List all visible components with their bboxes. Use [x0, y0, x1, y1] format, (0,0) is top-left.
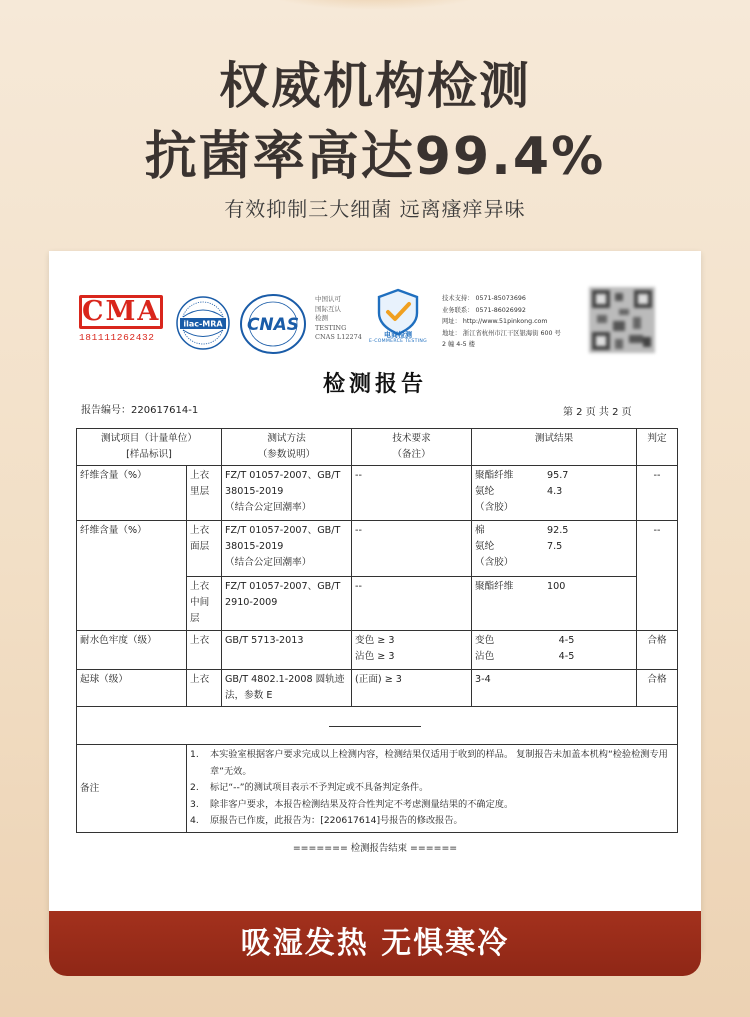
- table-row: [77, 466, 678, 521]
- requirement-line: 变色 ≥ 3: [355, 635, 395, 646]
- header-judgement: 判定: [637, 429, 678, 466]
- cell-result: [472, 577, 637, 631]
- result-key: 棉: [475, 525, 485, 536]
- result-key: 变色: [475, 635, 495, 646]
- remark-number: 2.: [190, 782, 199, 793]
- results-table: [76, 428, 678, 833]
- headline-line2: 抗菌率高达99.4%: [144, 127, 606, 187]
- cnas-info-line: CNAS L12274: [315, 333, 362, 342]
- cell-method: GB/T 4802.1-2008 圆轨迹法，参数 E: [222, 670, 352, 707]
- header-method: [222, 429, 352, 466]
- separator-line: [329, 726, 421, 727]
- cell-method: [222, 521, 352, 577]
- remark-text: 本实验室根据客户要求完成以上检测内容，检测结果仅适用于收到的样品。 复制报告未加盖本机构“检验检测专用章”无效。: [210, 749, 668, 777]
- remark-text: 原报告已作废，此报告为：[220617614]号报告的修改报告。: [210, 815, 463, 826]
- cnas-logo-icon: [239, 293, 307, 355]
- cell-method: GB/T 5713-2013: [222, 631, 352, 670]
- cnas-info-line: 检测: [315, 314, 328, 323]
- method-note: （结合公定回潮率）: [225, 557, 312, 568]
- remarks-row: [77, 745, 678, 833]
- table-row: [77, 670, 678, 707]
- result-key: 氨纶: [475, 486, 495, 497]
- cell-requirement: [352, 631, 472, 670]
- header-item-sub: [样品标识]: [126, 449, 172, 460]
- cma-logo: [79, 295, 167, 343]
- result-key: 氨纶: [475, 541, 495, 552]
- result-value: 4-5: [558, 635, 575, 646]
- cell-requirement: (正面) ≥ 3: [352, 670, 472, 707]
- requirement-line: 沾色 ≥ 3: [355, 651, 395, 662]
- contact-line: 2 幢 4-5 楼: [442, 341, 475, 348]
- cell-judgement: 合格: [637, 670, 678, 707]
- cell-judgement: --: [637, 466, 678, 521]
- header-requirement-sub: （备注）: [392, 449, 431, 460]
- top-decoration: [260, 0, 490, 10]
- result-key: 聚酯纤维: [475, 470, 514, 481]
- report-number: 报告编号：220617614-1: [81, 405, 199, 416]
- cell-judgement: 合格: [637, 631, 678, 670]
- bottom-banner: [49, 911, 701, 976]
- cell-method: FZ/T 01057-2007、GB/T 2910-2009: [222, 577, 352, 631]
- cell-result: [472, 521, 637, 577]
- contact-info: [442, 293, 561, 351]
- remark-number: 1.: [190, 749, 199, 760]
- result-value: 100: [547, 581, 566, 592]
- contact-line: 网址： http://www.51pinkong.com: [442, 318, 548, 325]
- header-method-sub: （参数说明）: [257, 449, 316, 460]
- cell-part: 上衣面层: [187, 521, 222, 577]
- remarks-label: 备注: [77, 745, 187, 833]
- headline-subtitle: 有效抑制三大细菌 远离瘙痒异味: [224, 197, 526, 221]
- headline-line1: 权威机构检测: [219, 57, 531, 115]
- cell-item: 纤维含量（%）: [77, 521, 187, 631]
- result-value: 95.7: [547, 470, 569, 481]
- cnas-info-line: TESTING: [315, 323, 347, 332]
- cell-part: 上衣中间层: [187, 577, 222, 631]
- qr-code-icon: [589, 287, 655, 353]
- contact-line: 地址： 浙江省杭州市江干区银海街 600 号: [442, 329, 561, 337]
- ilac-logo-text: ilac-MRA: [183, 319, 223, 329]
- cell-requirement: --: [352, 466, 472, 521]
- cell-result: [472, 631, 637, 670]
- header-requirement: [352, 429, 472, 466]
- remark-number: 4.: [190, 815, 199, 826]
- cnas-logo-text: CNAS: [246, 315, 300, 335]
- cma-logo-mark: CMA: [79, 295, 163, 329]
- header-result: 测试结果: [472, 429, 637, 466]
- cnas-info: [315, 295, 362, 343]
- testing-logo-cn: 电商检测: [384, 331, 412, 339]
- cell-judgement: --: [637, 521, 678, 631]
- contact-line: 业务联系： 0571-86026992: [442, 306, 526, 314]
- remark-text: 除非客户要求，本报告检测结果及符合性判定不考虑测量结果的不确定度。: [210, 798, 514, 810]
- contact-line: 技术支持： 0571-85073696: [442, 295, 526, 302]
- method-text: FZ/T 01057-2007、GB/T 38015-2019: [225, 525, 341, 552]
- cell-item: 耐水色牢度（级）: [77, 631, 187, 670]
- cell-part: 上衣: [187, 631, 222, 670]
- cell-requirement: --: [352, 577, 472, 631]
- result-value: 4-5: [558, 651, 575, 662]
- banner-text: 吸湿发热 无惧寒冷: [240, 926, 510, 961]
- page-info: 第 2 页 共 2 页: [563, 407, 632, 418]
- cnas-info-line: 国际互认: [315, 304, 341, 313]
- table-header-row: [77, 429, 678, 466]
- method-text: FZ/T 01057-2007、GB/T 38015-2019: [225, 470, 341, 497]
- ilac-mra-logo-icon: [175, 295, 231, 351]
- cell-result: [472, 466, 637, 521]
- cell-part: 上衣里层: [187, 466, 222, 521]
- cell-result: 3-4: [472, 670, 637, 707]
- result-value: 4.3: [547, 486, 563, 497]
- result-key: （含胶）: [475, 502, 514, 513]
- result-key: 沾色: [475, 651, 495, 662]
- header-method-label: 测试方法: [267, 433, 306, 444]
- remarks-cell: [187, 745, 678, 833]
- cell-method: [222, 466, 352, 521]
- report-title: 检测报告: [322, 371, 427, 397]
- header-item: [77, 429, 222, 466]
- header-requirement-label: 技术要求: [392, 433, 431, 444]
- header-item-label: 测试项目（计量单位）: [101, 433, 197, 444]
- test-report-document: [49, 251, 701, 951]
- method-note: （结合公定回潮率）: [225, 502, 312, 513]
- result-value: 92.5: [547, 525, 569, 536]
- report-end-line: ======= 检测报告结束 ======: [292, 843, 458, 854]
- cell-item: 纤维含量（%）: [77, 466, 187, 521]
- result-key: （含胶）: [475, 557, 514, 568]
- cell-item: 起球（级）: [77, 670, 187, 707]
- cnas-info-line: 中国认可: [315, 295, 341, 303]
- cma-number: 181111262432: [79, 332, 155, 343]
- result-value: 7.5: [547, 541, 563, 552]
- table-row: [77, 631, 678, 670]
- cell-part: 上衣: [187, 670, 222, 707]
- table-row: [77, 521, 678, 577]
- cell-requirement: --: [352, 521, 472, 577]
- remark-number: 3.: [190, 798, 199, 810]
- remark-text: 标记“--”的测试项目表示不予判定或不具备判定条件。: [210, 782, 429, 793]
- result-key: 聚酯纤维: [475, 581, 514, 592]
- testing-logo-en: E-COMMERCE TESTING: [369, 339, 427, 344]
